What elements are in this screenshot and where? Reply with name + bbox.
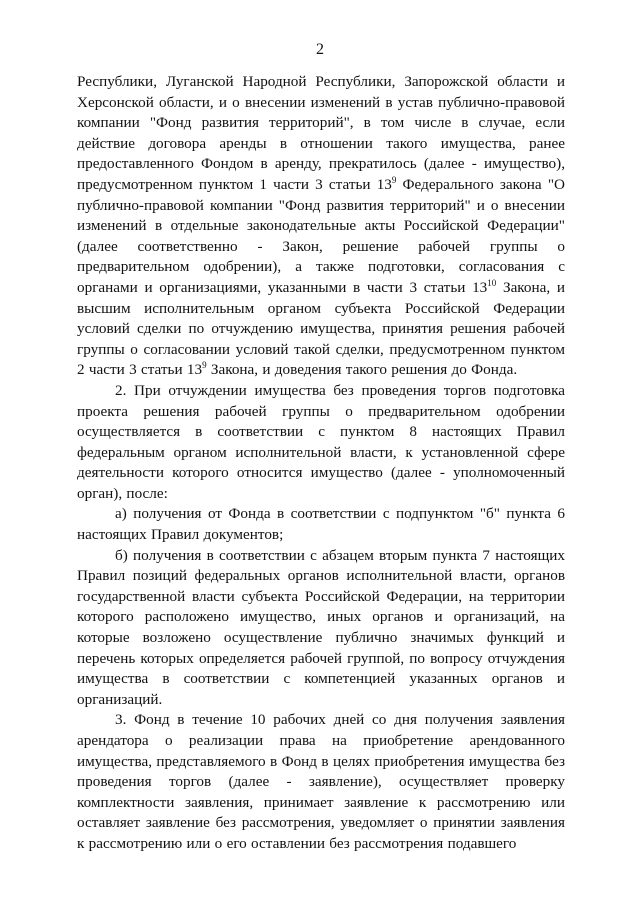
- paragraph-item-2: 2. При отчуждении имущества без проведения торгов подготовка проекта решения рабочей группы о предварительном одобрении осуществляется в соответствии с пунктом 8 настоящих Правил федеральным органом исполнительной власти, к установленной сфере деятельности которого относится имущество (далее - уполномоченный орган), после:: [77, 381, 565, 502]
- document-body: [77, 72, 565, 855]
- text-segment: Закона, и высшим исполнительным органом субъекта Российской Федерации условий сделки по отчуждению имущества, принятия решения рабочей группы о согласовании условий такой сделки, предусмотренном пунктом 2 части 3 статьи 13: [77, 278, 566, 379]
- text-segment: Закона, и доведения такого решения до Фонда.: [206, 361, 518, 379]
- paragraph-item-3: 3. Фонд в течение 10 рабочих дней со дня получения заявления арендатора о реализации права на приобретение арендованного имущества, представляемого в Фонд в целях приобретения имущества без проведения торгов (далее - заявление), осуществляет проверку комплектности заявления, принимает заявление к рассмотрению или оставляет заявление без рассмотрения, уведомляет о принятии заявления к рассмотрению или о его оставлении без рассмотрения подавшего: [77, 711, 565, 852]
- paragraph-subitem-b: б) получения в соответствии с абзацем вторым пункта 7 настоящих Правил позиций федеральных органов исполнительной власти, органов государственной власти субъекта Российской Федерации, на территории которого расположено имущество, иных органов и организаций, на которые возложено осуществление публично значимых функций и перечень которых определяется рабочей группой, по вопросу отчуждения имущества в соответствии с компетенцией указанных органов и организаций.: [77, 546, 565, 708]
- text-segment: Республики, Луганской Народной Республики, Запорожской области и Херсонской области, и о внесении изменений в устав публично-правовой компании "Фонд развития территорий", в том числе в случае, если действие договора аренды в отношении такого имущества, ранее предоставленного Фондом в аренду, прекратилось (далее - имущество), предусмотренном пунктом 1 части 3 статьи 13: [77, 73, 565, 193]
- superscript: 10: [487, 277, 497, 288]
- paragraph-subitem-a: а) получения от Фонда в соответствии с подпунктом "б" пункта 6 настоящих Правил документов;: [77, 505, 565, 544]
- paragraph-continuation: [77, 72, 565, 381]
- superscript: 9: [391, 174, 397, 185]
- superscript: 9: [202, 360, 207, 371]
- text-segment: Федерального закона "О публично-правовой компании "Фонд развития территорий" и о внесении изменений в отдельные законодательные акты Российской Федерации" (далее соответственно - Закон, решение рабочей группы о предварительном одобрении), а также подготовки, согласования с органами и организациями, указанными в части 3 статьи 13: [77, 175, 566, 296]
- page-number: 2: [316, 41, 324, 58]
